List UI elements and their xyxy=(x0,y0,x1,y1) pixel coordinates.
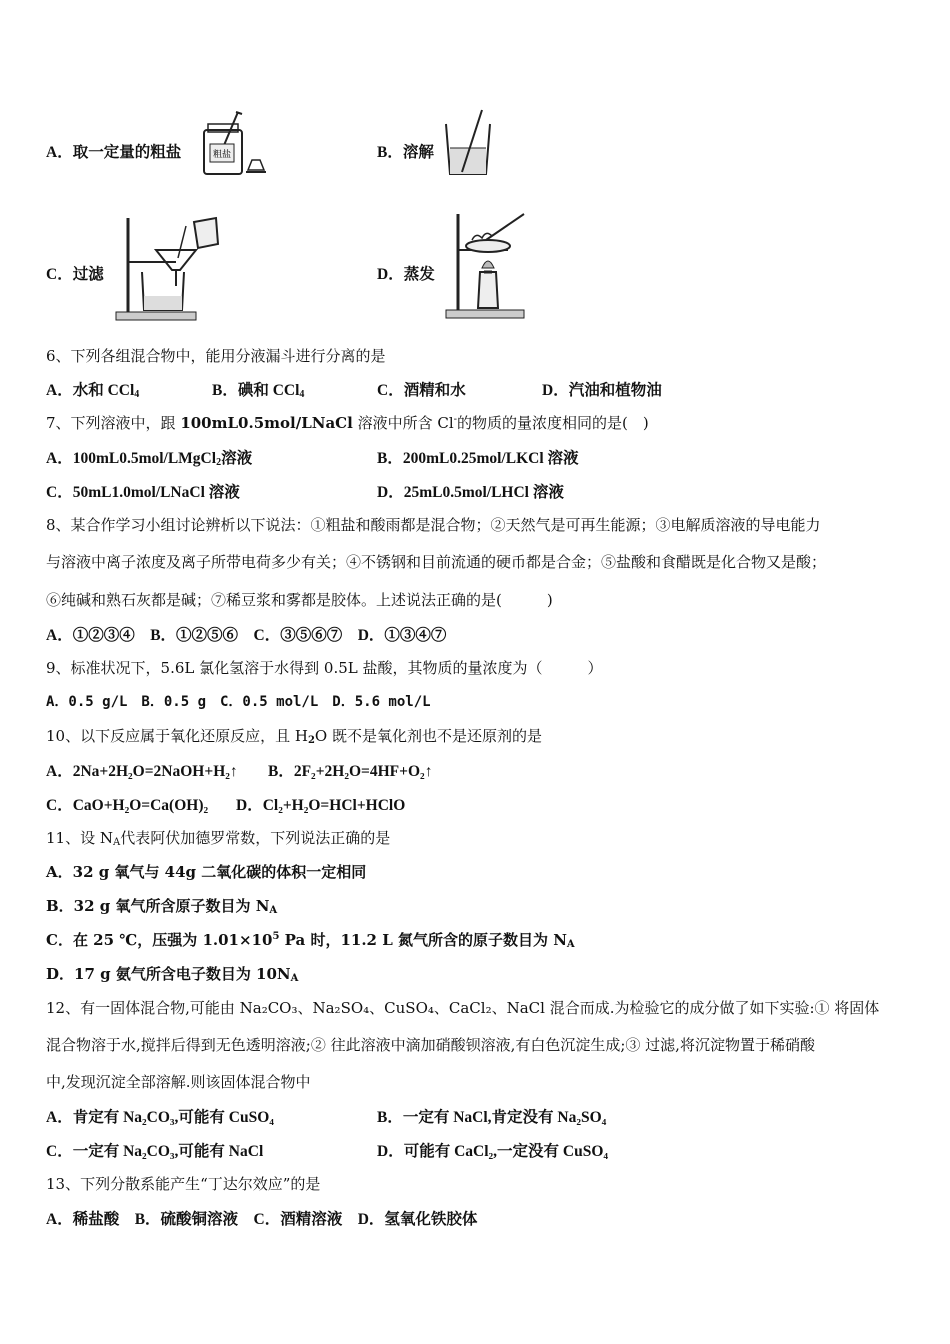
q11-stem: 11、设 $N_A$代表阿伏加德罗常数，下列说法正确的是 xyxy=(46,829,391,848)
beaker-dissolve-figure xyxy=(442,108,494,180)
q11-option-d: D．17 g 氨气所含电子数目为 $10N_A$ xyxy=(46,965,299,984)
q10-stem: 10、以下反应属于氧化还原反应，且 $H_2O$ 既不是氧化剂也不是还原剂的是 xyxy=(46,727,542,746)
q5-option-b: B．溶解 xyxy=(377,144,434,161)
evaporation-figure xyxy=(442,210,530,320)
q13-stem: 13、下列分散系能产生“丁达尔效应”的是 xyxy=(46,1175,321,1193)
q8-line-2: 与溶液中离子浓度及离子所带电荷多少有关；④不锈钢和目前流通的硬币都是合金；⑤盐酸和食醋既是化合物又是酸； xyxy=(46,553,827,571)
q10-option-a: A．2Na+2H₂O=2NaOH+H₂↑ xyxy=(46,763,238,780)
q9-stem: 9、标准状况下，5.6L 氯化氢溶于水得到 0.5L 盐酸，其物质的量浓度为（ ） xyxy=(46,659,603,677)
q9-options: A．0.5 g/L B．0.5 g C．0.5 mol/L D．5.6 mol/L xyxy=(46,694,431,710)
q12-line-3: 中,发现沉淀全部溶解.则该固体混合物中 xyxy=(46,1073,311,1091)
q10-option-c: C．CaO+H₂O=Ca(OH)₂ xyxy=(46,797,209,814)
q8-line-3: ⑥纯碱和熟石灰都是碱；⑦稀豆浆和雾都是胶体。上述说法正确的是( ) xyxy=(46,591,553,609)
q6-option-a: A．水和 CCl$_4$ xyxy=(46,382,140,400)
q6-option-c: C．酒精和水 xyxy=(377,382,466,399)
filtration-figure xyxy=(112,214,224,322)
q7-option-c: C．50mL1.0mol/LNaCl 溶液 xyxy=(46,484,240,501)
q11-option-c: C．在 25 ℃，压强为 $1.01\times 10^5$ Pa 时，11.2 L 氮气所含的原子数目为 $N_A$ xyxy=(46,931,575,950)
q7-option-d: D．25mL0.5mol/LHCl 溶液 xyxy=(377,484,564,501)
q12-option-c: C．一定有 Na₂CO₃,可能有 NaCl xyxy=(46,1143,264,1160)
q7-option-a: A．100mL0.5mol/LMgCl$_2$溶液 xyxy=(46,450,253,468)
q5-option-c: C．过滤 xyxy=(46,266,104,283)
q6-stem: 6、下列各组混合物中，能用分液漏斗进行分离的是 xyxy=(46,347,386,365)
q11-option-b: B．32 g 氧气所含原子数目为 $N_A$ xyxy=(46,897,278,916)
q13-options: A．稀盐酸 B．硫酸铜溶液 C．酒精溶液 D．氢氧化铁胶体 xyxy=(46,1211,478,1228)
q12-line-1: 12、有一固体混合物,可能由 Na₂CO₃、Na₂SO₄、CuSO₄、CaCl₂、NaCl 混合而成.为检验它的成分做了如下实验:① 将固体 xyxy=(46,999,880,1017)
q6-option-d: D．汽油和植物油 xyxy=(542,382,662,399)
q5-option-d: D．蒸发 xyxy=(377,266,435,283)
q5-option-a: A．取一定量的粗盐 xyxy=(46,144,182,161)
q12-option-b: B．一定有 NaCl,肯定没有 Na₂SO₄ xyxy=(377,1109,607,1126)
q12-option-d: D．可能有 CaCl₂,一定没有 CuSO₄ xyxy=(377,1143,609,1160)
q8-options: A．①②③④ B．①②⑤⑥ C．③⑤⑥⑦ D．①③④⑦ xyxy=(46,627,447,644)
salt-jar-label: 粗盐 xyxy=(212,150,232,160)
q8-line-1: 8、某合作学习小组讨论辨析以下说法：①粗盐和酸雨都是混合物；②天然气是可再生能源；③电解质溶液的导电能力 xyxy=(46,516,821,534)
q12-line-2: 混合物溶于水,搅拌后得到无色透明溶液;② 往此溶液中滴加硝酸钡溶液,有白色沉淀生成;③ 过滤,将沉淀物置于稀硝酸 xyxy=(46,1036,815,1054)
q6-option-b: B．碘和 CCl$_4$ xyxy=(212,382,305,400)
q10-option-b: B．2F₂+2H₂O=4HF+O₂↑ xyxy=(268,763,433,780)
q7-option-b: B．200mL0.25mol/LKCl 溶液 xyxy=(377,450,579,467)
q12-option-a: A．肯定有 Na₂CO₃,可能有 CuSO₄ xyxy=(46,1109,274,1126)
salt-jar-figure xyxy=(198,110,270,178)
q11-option-a: A．32 g 氧气与 44g 二氧化碳的体积一定相同 xyxy=(46,863,367,881)
q7-stem: 7、下列溶液中，跟 100mL0.5mol/LNaCl 溶液中所含 Cl-的物质的量浓度相同的是( ) xyxy=(46,414,649,432)
q10-option-d: D．Cl₂+H₂O=HCl+HClO xyxy=(236,797,406,814)
